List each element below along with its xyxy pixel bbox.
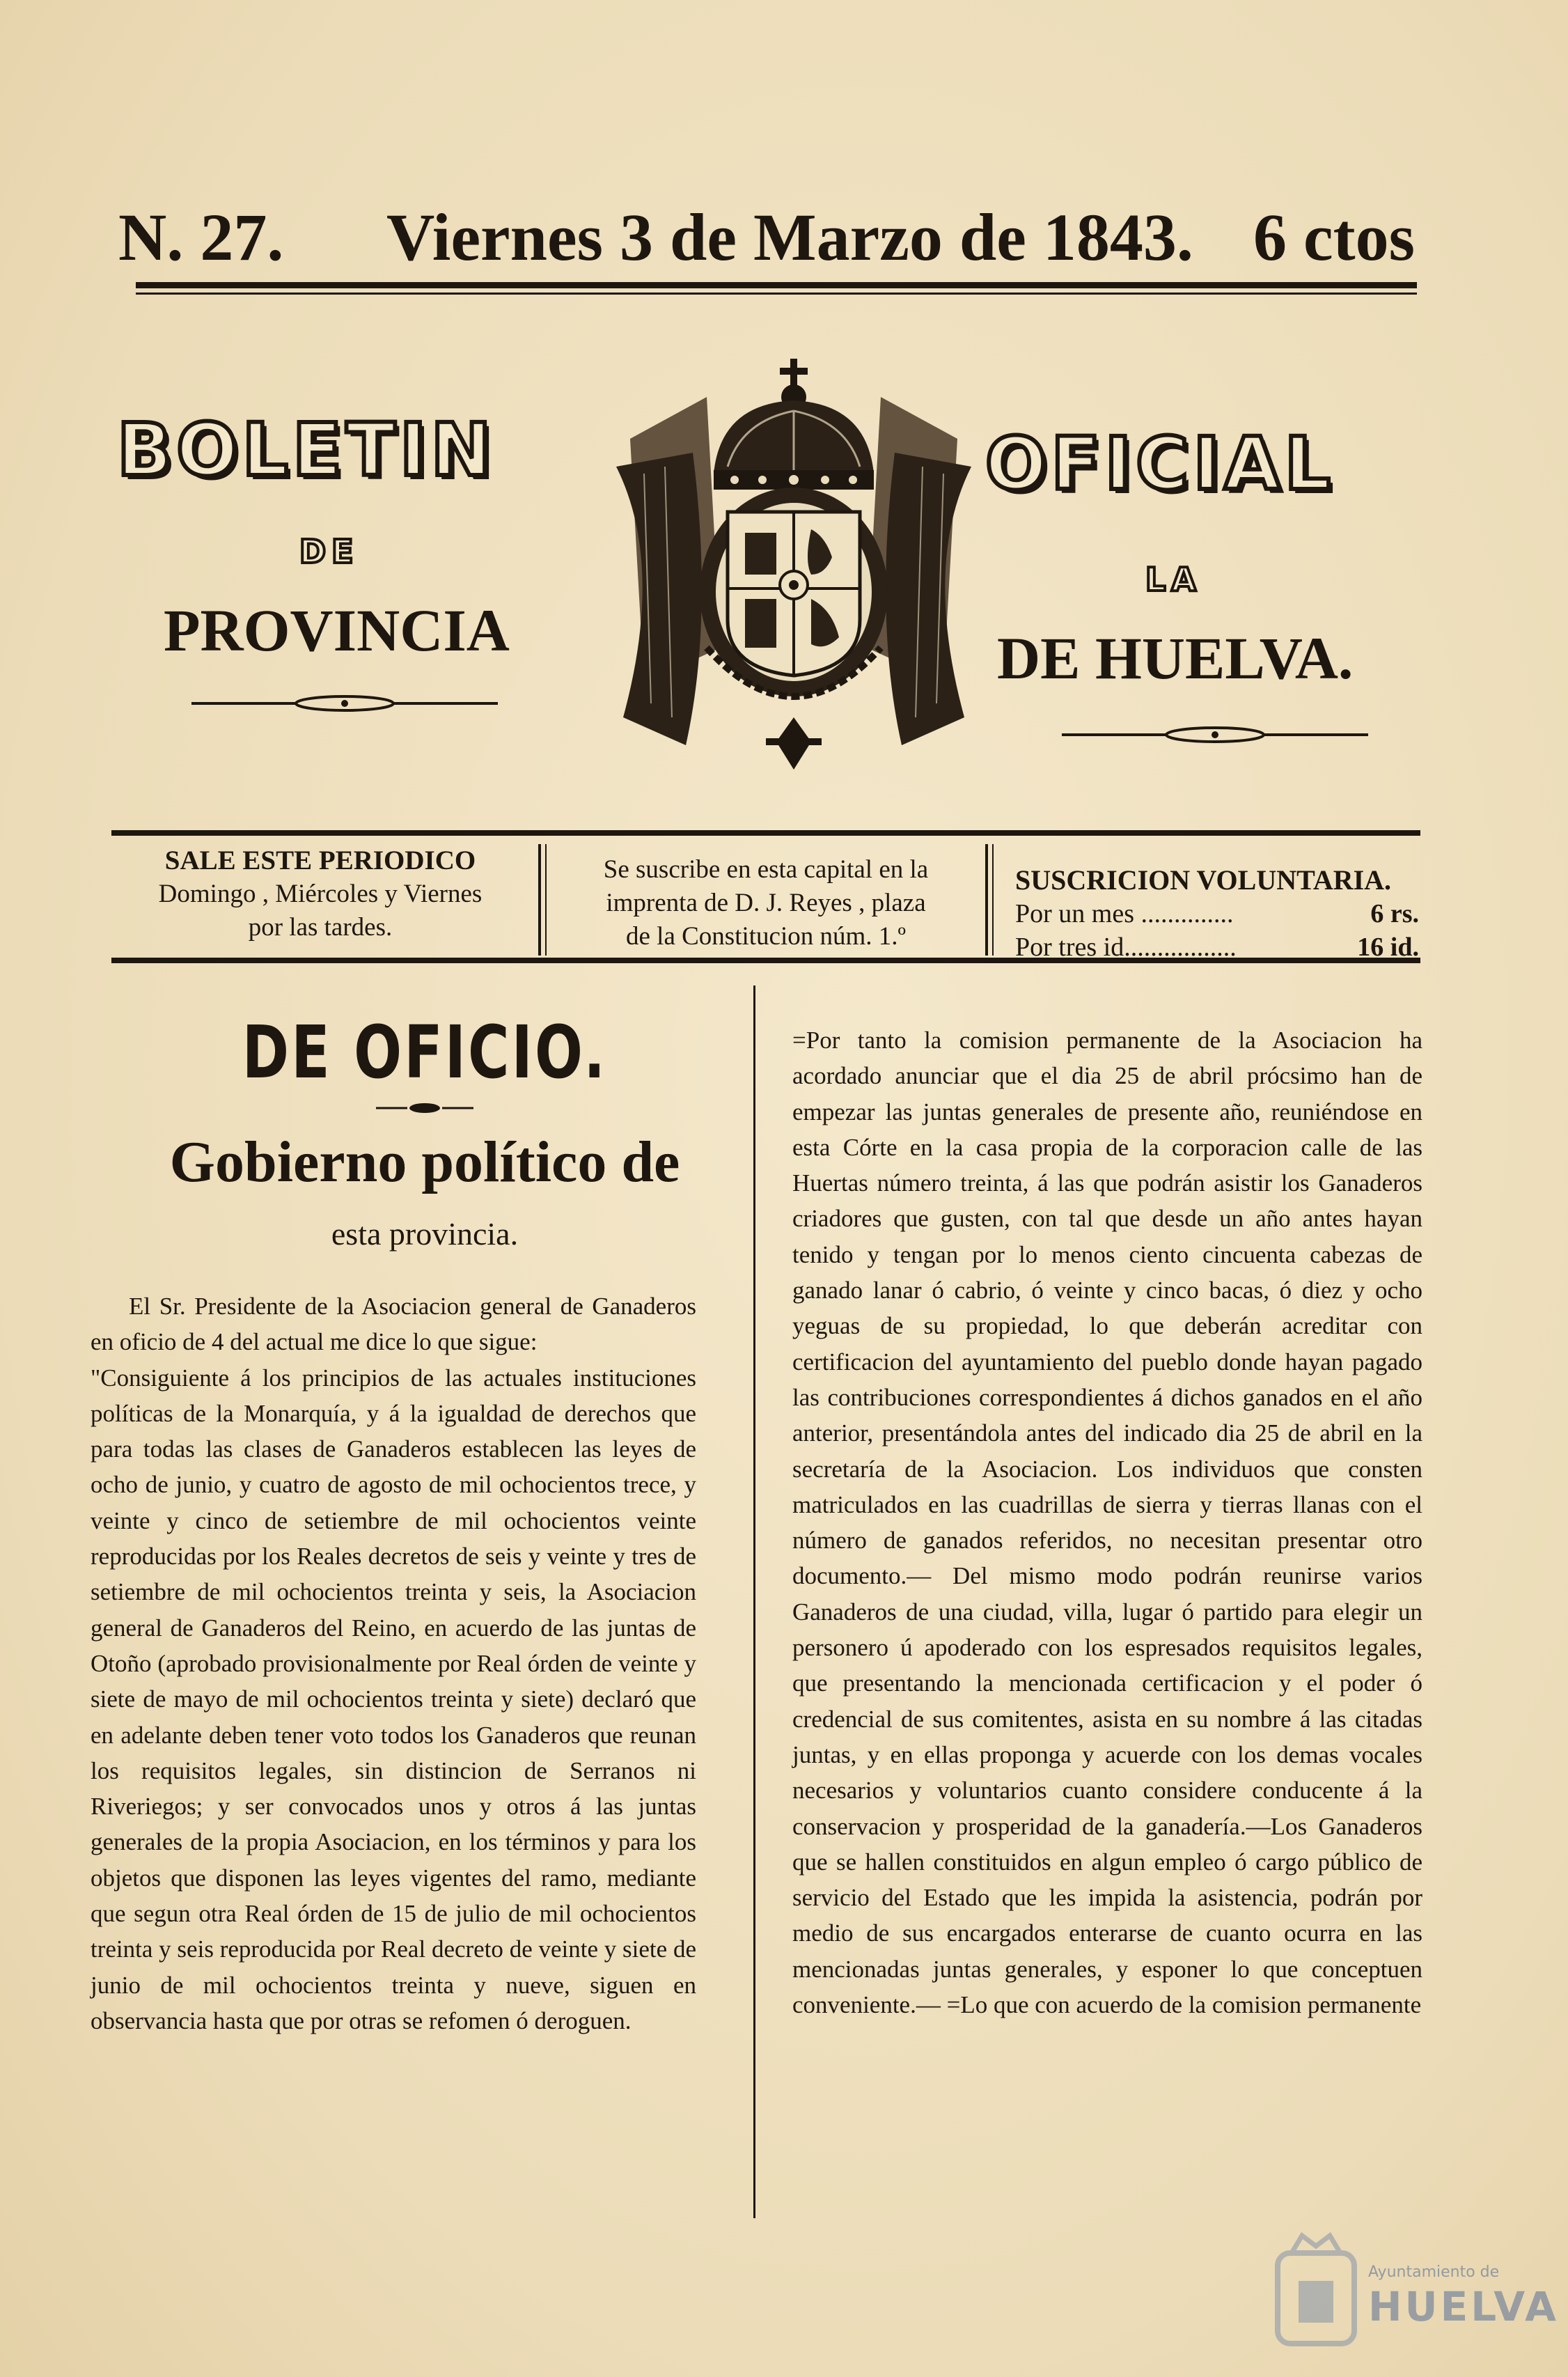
- section-heading: DE OFICIO.: [242, 1010, 608, 1095]
- masthead-rule-thin: [136, 293, 1417, 295]
- info-divider-2b: [992, 844, 994, 956]
- price-row-month: [1015, 897, 1419, 930]
- title-word-boletin: BOLETIN: [117, 407, 496, 492]
- price-row-quarter-value: 16 id.: [1357, 933, 1419, 962]
- info-prices: [1015, 864, 1419, 964]
- heading-ornament-icon: [376, 1100, 473, 1116]
- info-box-top-rule: [111, 830, 1420, 836]
- title-la: LA: [1145, 561, 1202, 598]
- right-column: [792, 1022, 1422, 2023]
- price-row-month-value: 6 rs.: [1370, 899, 1419, 928]
- watermark-line-1: Ayuntamiento de: [1368, 2263, 1500, 2281]
- info-subscription-place: [557, 853, 975, 953]
- issue-date: Viernes 3 de Marzo de 1843.: [386, 200, 1193, 274]
- left-column: [91, 1288, 696, 2039]
- title-word-oficial: OFICIAL: [985, 421, 1335, 506]
- masthead-rule: [136, 282, 1417, 288]
- info-schedule-days: Domingo , Miércoles y Viernes: [158, 880, 483, 908]
- info-schedule: [111, 844, 529, 944]
- info-subscription-line-2: imprenta de D. J. Reyes , plaza: [606, 889, 926, 917]
- info-subscription-line-1: Se suscribe en esta capital en la: [603, 855, 929, 884]
- article-heading: Gobierno político de: [169, 1130, 680, 1194]
- title-de: DE: [299, 533, 359, 570]
- ornament-left-icon: [191, 693, 498, 714]
- ornament-right-icon: [1062, 724, 1368, 745]
- masthead: [118, 198, 1441, 275]
- paragraph: El Sr. Presidente de la Asociacion general de Ganaderos en oficio de 4 del actual me dice lo que sigue:: [91, 1293, 696, 1356]
- title-de-huelva: DE HUELVA.: [997, 625, 1354, 692]
- article-subheading: esta provincia.: [331, 1216, 519, 1252]
- info-divider-1: [538, 844, 541, 956]
- info-divider-2: [985, 844, 988, 956]
- price-row-month-label: Por un mes ..............: [1015, 899, 1234, 928]
- issue-price: 6 ctos: [1253, 200, 1415, 274]
- paragraph: =Por tanto la comision permanente de la Asociacion ha acordado anunciar que el dia 25 de abril prócsimo han de empezar las juntas generales de presente año, reuniéndose en esta Córte en la casa propia de la corporacion calle de las Huertas número treinta, á las que podrán asistir los Ganaderos criadores que gusten, con tal que desde un año antes hayan tenido y tengan por lo menos ciento cincuenta cabezas de ganado lanar ó cabrio, ó veinte y cinco bacas, ó diez y ocho yeguas de su propiedad, lo que deberán acreditar con certificacion del ayuntamiento del pueblo donde hayan pagado las contribuciones correspondientes á dichos ganados en el año anterior, presentándola antes del indicado dia 25 de abril en la secretaría de la Asociacion. Los individuos que consten matriculados en las cuadrillas de sierra y tierras llanas con el número de ganados referidos, no necesitan presentar otro documento.— Del mismo modo podrán reunirse varios Ganaderos de una ciudad, villa, lugar ó partido para elegir un personero ú apoderado con los espresados requisitos legales, que presentando la mencionada certificacion y el poder ó credencial de sus comitentes, asista en su nombre á las citadas juntas, y en ellas proponga y acuerde con los demas vocales necesarios y voluntarios cuanto considere conducente á la conservacion y prosperidad de la ganadería.—Los Ganaderos que se hallen constituidos en algun empleo ó cargo público de servicio del Estado que les impida la asistencia, podrán por medio de sus encargados enterarse de cuanto ocurra en las mencionadas juntas generales, y esponer lo que conceptuen conveniente.— =Lo que con acuerdo de la comision permanente: [792, 1027, 1422, 2019]
- info-schedule-time: por las tardes.: [248, 913, 393, 942]
- watermark-line-2: HUELVA: [1368, 2283, 1560, 2330]
- info-prices-title: SUSCRICION VOLUNTARIA.: [1015, 864, 1392, 896]
- coat-of-arms-icon: [602, 355, 985, 784]
- price-row-quarter: [1015, 930, 1419, 964]
- issue-number: N. 27.: [118, 200, 284, 274]
- info-divider-1b: [545, 844, 547, 956]
- price-row-quarter-label: Por tres id.................: [1015, 933, 1237, 962]
- info-subscription-line-3: de la Constitucion núm. 1.º: [626, 922, 906, 951]
- info-schedule-title: SALE ESTE PERIODICO: [164, 845, 476, 875]
- paragraph: "Consiguiente á los principios de las actuales instituciones políticas de la Monarquía, y á la igualdad de derechos que para todas las clases de Ganaderos establecen las leyes de ocho de junio, y cuatro de agosto de mil ochocientos trece, y veinte y cinco de setiembre de mil ochocientos veinte reproducidas por los Reales decretos de seis y veinte y tres de setiembre de mil ochocientos treinta y seis, la Asociacion general de Ganaderos del Reino, en acuerdo de las juntas de Otoño (aprobado provisionalmente por Real órden de veinte y siete de mayo de mil ochocientos treinta y siete) declaró que en adelante deben tener voto todos los Ganaderos que reunan los requisitos legales, sin distincion de Serranos ni Riveriegos; y ser convocados unos y otros á las juntas generales de la propia Asociacion, en los términos y para los objetos que disponen las leyes vigentes del ramo, mediante que segun otra Real órden de 15 de julio de mil ochocientos treinta y seis reproducida por Real decreto de veinte y siete de junio de mil ochocientos treinta y nueve, siguen en observancia hasta que por otras se refomen ó deroguen.: [91, 1364, 696, 2034]
- title-provincia: PROVINCIA: [164, 597, 510, 664]
